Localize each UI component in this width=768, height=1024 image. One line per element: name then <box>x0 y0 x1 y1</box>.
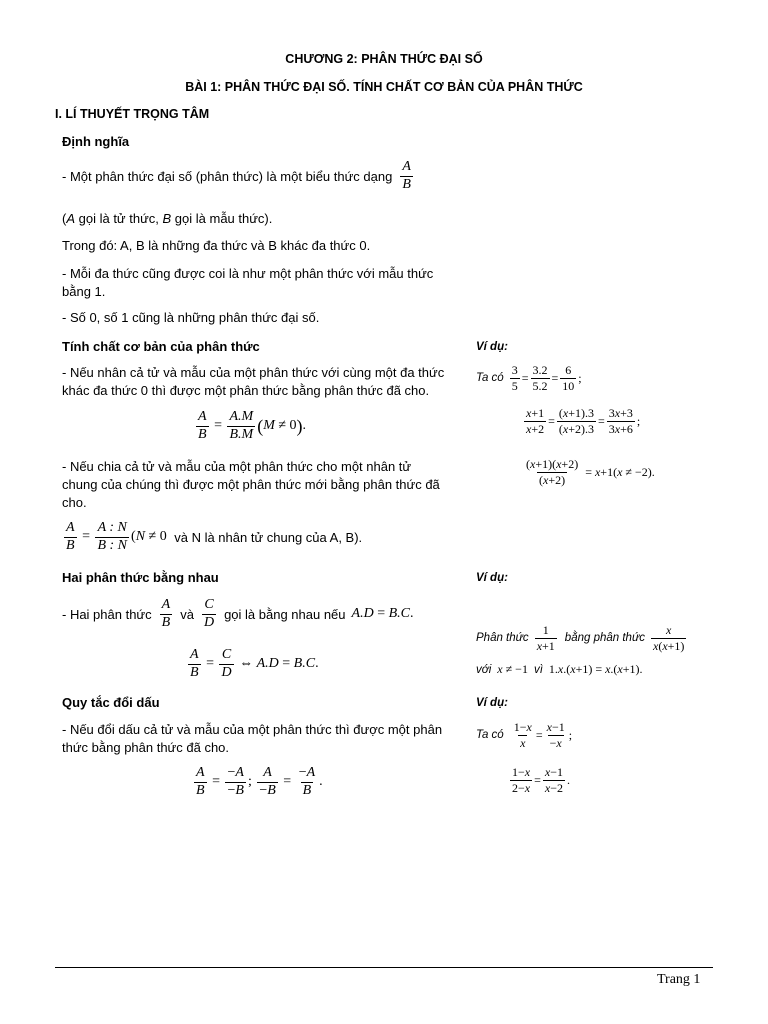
numerator-label: gọi là tử thức, <box>75 211 163 226</box>
formula-equal-fractions: $\frac{A}{B}$ = $\frac{C}{D}$ ⇔ A.D = B.C . <box>190 647 319 680</box>
definition-line-1 <box>62 160 415 192</box>
formula-sign-rule: $\frac{A}{B}$ = $\frac{-A}{-B}$ ; $\frac{A}{-B}$ = $\frac{-A}{B}$ . <box>196 765 323 798</box>
definition-text: - Một phân thức đại số (phân thức) là một biểu thức dạng <box>62 168 393 184</box>
ta-co-label: Ta có <box>476 372 504 385</box>
equal-fractions-line: - Hai phân thức $\frac{A}{B}$ và $\frac{C}{D}$ gọi là bằng nhau nếu A.D = B.C. <box>62 597 414 630</box>
lesson-title: BÀI 1: PHÂN THỨC ĐẠI SỐ. TÍNH CHẤT CƠ BẢN CỦA PHÂN THỨC <box>185 80 583 94</box>
definition-line-4: - Mỗi đa thức cũng được coi là như một phân thức với mẫu thức bằng 1. <box>62 266 434 299</box>
basic-property-text-1: - Nếu nhân cả tử và mẫu của một phân thức với cùng một đa thức khác đa thức 0 thì được một phân thức bằng phân thức đã cho. <box>62 365 445 398</box>
vi-label: vì <box>533 663 543 676</box>
formula-multiply: $\frac{A}{B}$ = $\frac{A.M}{B.M}$ ( M ≠ 0 ) . <box>198 409 307 442</box>
definition-line-2: (A gọi là tử thức, B gọi là mẫu thức). <box>62 211 273 226</box>
equal-fractions-text-c: gọi là bằng nhau nếu <box>224 606 346 622</box>
section-title: I. LÍ THUYẾT TRỌNG TÂM <box>55 107 210 121</box>
example-label-2: Ví dụ: <box>476 572 508 584</box>
equal-fractions-text-b: và <box>180 606 194 622</box>
formula-divide-note: và N là nhân tử chung của A, B). <box>174 529 363 545</box>
example-1-line-2: $\frac{x+1}{x+2}$ = $\frac{(x+1).3}{(x+2).3}$ = $\frac{3x+3}{3x+6}$ ; <box>526 406 641 436</box>
example-2-line-2: với x ≠ −1 vì 1.x.(x+1) = x.(x+1). <box>476 662 643 676</box>
example-3-line-2: $\frac{1-x}{2-x}$ = $\frac{x-1}{x-2}$ . <box>512 765 570 795</box>
example-3-line-1: Ta có $\frac{1-x}{x}$ = $\frac{x-1}{-x}$ ; <box>476 720 573 750</box>
definition-line-5: - Số 0, số 1 cũng là những phân thức đại số. <box>62 310 320 325</box>
example-1-line-1: Ta có $\frac{3}{5}$ = $\frac{3.2}{5.2}$ = $\frac{6}{10}$ ; <box>476 363 582 393</box>
footer-divider <box>55 967 713 968</box>
example-label-3: Ví dụ: <box>476 697 508 709</box>
formula-divide: $\frac{A}{B}$ = $\frac{A : N}{B : N}$ ( N ≠ 0 và N là nhân tử chung của A, B). <box>66 520 363 553</box>
fraction-a-over-b: $\frac{A}{B}$ <box>402 159 411 192</box>
voi-label: với <box>476 663 492 676</box>
chapter-title: CHƯƠNG 2: PHÂN THỨC ĐẠI SỐ <box>285 52 483 66</box>
equal-fractions-text-a: - Hai phân thức <box>62 606 152 622</box>
sign-rule-text: - Nếu đổi dấu cả tử và mẫu của một phân thức thì được một phân thức bằng phân thức đã cho. <box>62 722 443 755</box>
example-1-line-3: $\frac{(x+1)(x+2)}{(x+2)}$ = x +1( x ≠ −2). <box>526 457 655 487</box>
definition-heading: Định nghĩa <box>62 134 130 149</box>
basic-property-text-2: - Nếu chia cả tử và mẫu của một phân thức cho một nhân tử chung của chúng thì được một phân thức mới bằng phân thức đã cho. <box>62 459 440 510</box>
var-b: B <box>162 211 172 226</box>
denominator-label: gọi là mẫu thức). <box>171 211 273 226</box>
ta-co-label-2: Ta có <box>476 729 504 742</box>
example-label-1: Ví dụ: <box>476 341 508 353</box>
definition-line-3: Trong đó: A, B là những đa thức và B khác đa thức 0. <box>62 238 371 253</box>
phan-thuc-label: Phân thức <box>476 632 529 645</box>
bang-phan-thuc-label: bằng phân thức <box>564 632 645 645</box>
var-a: A <box>66 211 76 226</box>
sign-rule-heading: Quy tắc đổi dấu <box>62 695 160 710</box>
example-2-line-1: Phân thức $\frac{1}{x+1}$ bằng phân thức $\frac{x}{x(x+1)}$ <box>476 623 685 653</box>
basic-property-heading: Tính chất cơ bản của phân thức <box>62 339 260 354</box>
equal-fractions-heading: Hai phân thức bằng nhau <box>62 570 219 585</box>
page-number: Trang 1 <box>657 972 701 987</box>
